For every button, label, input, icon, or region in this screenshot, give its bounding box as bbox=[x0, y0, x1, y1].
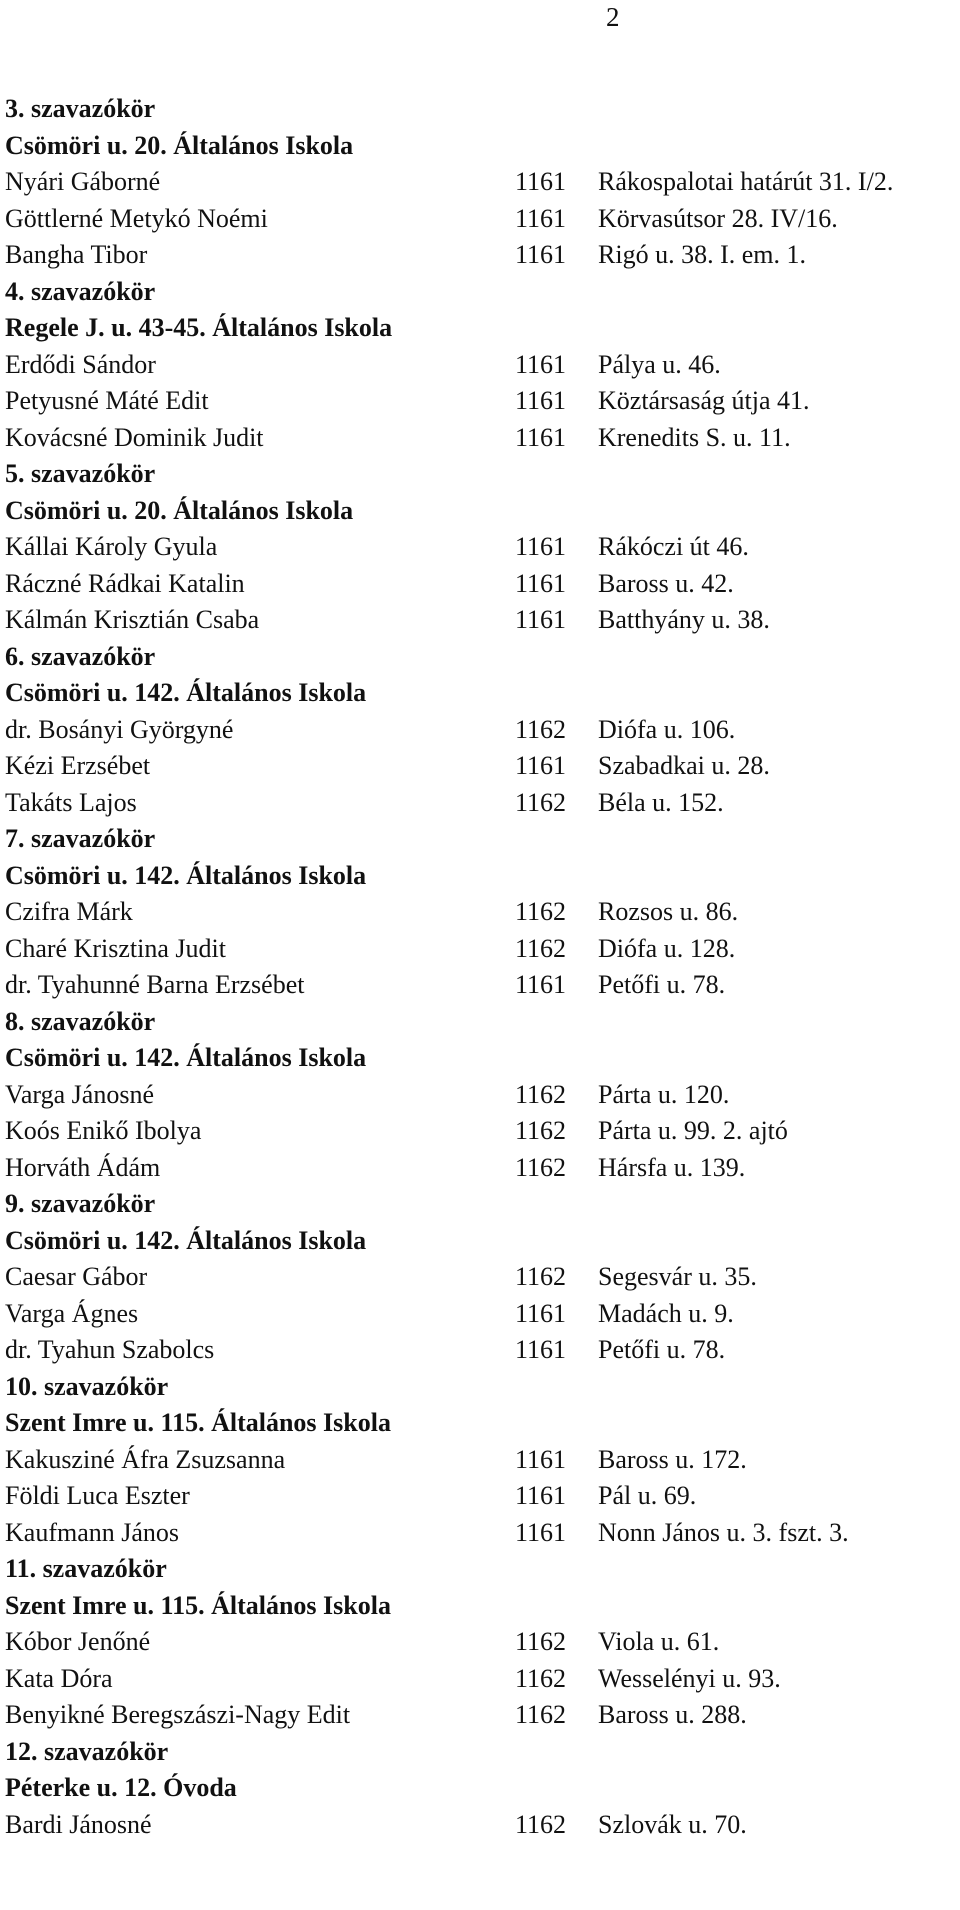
member-zip: 1161 bbox=[515, 1517, 567, 1547]
member-name: Kakusziné Áfra Zsuzsanna bbox=[5, 1444, 286, 1474]
member-zip: 1161 bbox=[515, 240, 567, 269]
district-block bbox=[0, 1186, 960, 1369]
member-zip: 1161 bbox=[515, 1444, 567, 1474]
member-zip: 1161 bbox=[515, 970, 567, 999]
member-zip: 1161 bbox=[515, 532, 567, 561]
member-row bbox=[0, 1515, 960, 1552]
member-row bbox=[0, 748, 960, 785]
member-zip: 1162 bbox=[515, 1116, 567, 1145]
member-name: Kata Dóra bbox=[5, 1663, 113, 1693]
member-address: Párta u. 99. 2. ajtó bbox=[598, 1116, 788, 1145]
member-name: Varga Ágnes bbox=[5, 1298, 139, 1328]
member-name: Kóbor Jenőné bbox=[5, 1627, 151, 1656]
district-location: Regele J. u. 43-45. Általános Iskola bbox=[5, 313, 393, 342]
member-row bbox=[0, 566, 960, 603]
member-address: Nonn János u. 3. fszt. 3. bbox=[598, 1517, 849, 1547]
member-name: Bangha Tibor bbox=[5, 240, 148, 269]
member-row bbox=[0, 967, 960, 1004]
member-zip: 1161 bbox=[515, 167, 567, 196]
member-name: Varga Jánosné bbox=[5, 1079, 154, 1109]
member-address: Baross u. 42. bbox=[598, 568, 734, 598]
member-zip: 1161 bbox=[515, 1481, 567, 1510]
member-row bbox=[0, 1807, 960, 1844]
member-zip: 1161 bbox=[515, 349, 567, 379]
member-name: Kállai Károly Gyula bbox=[5, 532, 218, 561]
member-address: Baross u. 172. bbox=[598, 1444, 747, 1474]
district-title: 9. szavazókör bbox=[5, 1189, 156, 1218]
district-title: 12. szavazókör bbox=[5, 1736, 169, 1766]
member-name: Koós Enikő Ibolya bbox=[5, 1116, 202, 1145]
member-name: dr. Bosányi Györgyné bbox=[5, 714, 234, 744]
member-address: Hársfa u. 139. bbox=[598, 1152, 746, 1182]
member-zip: 1161 bbox=[515, 422, 567, 452]
member-row bbox=[0, 712, 960, 749]
member-address: Pálya u. 46. bbox=[598, 349, 721, 379]
member-row bbox=[0, 894, 960, 931]
member-row bbox=[0, 1296, 960, 1333]
district-title: 10. szavazókör bbox=[5, 1371, 169, 1401]
district-block bbox=[0, 274, 960, 457]
district-block bbox=[0, 91, 960, 274]
member-address: Baross u. 288. bbox=[598, 1700, 747, 1729]
member-zip: 1162 bbox=[515, 1152, 567, 1182]
member-zip: 1161 bbox=[515, 751, 567, 780]
member-address: Madách u. 9. bbox=[598, 1298, 734, 1328]
member-address: Krenedits S. u. 11. bbox=[598, 422, 791, 452]
member-name: Földi Luca Eszter bbox=[5, 1481, 190, 1510]
member-row bbox=[0, 347, 960, 384]
member-row bbox=[0, 785, 960, 822]
member-row bbox=[0, 1259, 960, 1296]
member-zip: 1162 bbox=[515, 787, 567, 817]
member-row bbox=[0, 1332, 960, 1369]
member-row bbox=[0, 1150, 960, 1187]
member-address: Petőfi u. 78. bbox=[598, 970, 726, 999]
member-zip: 1161 bbox=[515, 1335, 567, 1364]
member-name: Ráczné Rádkai Katalin bbox=[5, 568, 245, 598]
member-name: Kaufmann János bbox=[5, 1517, 180, 1547]
district-location: Csömöri u. 142. Általános Iskola bbox=[5, 678, 367, 707]
member-name: Kovácsné Dominik Judit bbox=[5, 422, 264, 452]
member-row bbox=[0, 164, 960, 201]
member-zip: 1161 bbox=[515, 1298, 567, 1328]
member-zip: 1162 bbox=[515, 1262, 567, 1291]
member-address: Béla u. 152. bbox=[598, 787, 724, 817]
district-block bbox=[0, 821, 960, 1004]
member-address: Körvasútsor 28. IV/16. bbox=[598, 203, 838, 233]
district-title: 3. szavazókör bbox=[5, 94, 156, 123]
member-row bbox=[0, 1442, 960, 1479]
member-name: Erdődi Sándor bbox=[5, 349, 156, 379]
member-address: Petőfi u. 78. bbox=[598, 1335, 726, 1364]
member-zip: 1162 bbox=[515, 933, 567, 963]
member-row bbox=[0, 1661, 960, 1698]
member-zip: 1161 bbox=[515, 203, 567, 233]
page-number: 2 bbox=[606, 2, 620, 32]
member-zip: 1161 bbox=[515, 568, 567, 598]
member-row bbox=[0, 529, 960, 566]
member-zip: 1162 bbox=[515, 897, 567, 926]
district-title: 6. szavazókör bbox=[5, 641, 156, 671]
district-location: Péterke u. 12. Óvoda bbox=[5, 1773, 237, 1802]
member-name: Czifra Márk bbox=[5, 897, 133, 926]
member-address: Rákóczi út 46. bbox=[598, 532, 749, 561]
member-name: Kézi Erzsébet bbox=[5, 751, 151, 780]
member-row bbox=[0, 1624, 960, 1661]
member-row bbox=[0, 602, 960, 639]
member-name: Petyusné Máté Edit bbox=[5, 386, 209, 415]
member-address: Párta u. 120. bbox=[598, 1079, 730, 1109]
member-zip: 1162 bbox=[515, 1809, 567, 1839]
member-zip: 1162 bbox=[515, 1627, 567, 1656]
district-location: Csömöri u. 142. Általános Iskola bbox=[5, 860, 367, 890]
member-address: Batthyány u. 38. bbox=[598, 605, 770, 634]
member-row bbox=[0, 1478, 960, 1515]
member-name: Bardi Jánosné bbox=[5, 1809, 152, 1839]
member-name: Nyári Gáborné bbox=[5, 167, 161, 196]
district-title: 11. szavazókör bbox=[5, 1554, 167, 1583]
district-title: 7. szavazókör bbox=[5, 824, 156, 853]
member-row bbox=[0, 1113, 960, 1150]
member-address: Segesvár u. 35. bbox=[598, 1262, 757, 1291]
member-row bbox=[0, 1697, 960, 1734]
member-address: Szlovák u. 70. bbox=[598, 1809, 747, 1839]
member-name: Benyikné Beregszászi-Nagy Edit bbox=[5, 1700, 351, 1729]
district-title: 5. szavazókör bbox=[5, 459, 156, 488]
member-zip: 1162 bbox=[515, 714, 567, 744]
member-name: Caesar Gábor bbox=[5, 1262, 148, 1291]
member-zip: 1161 bbox=[515, 605, 567, 634]
district-list bbox=[0, 91, 960, 1843]
member-row bbox=[0, 1077, 960, 1114]
district-block bbox=[0, 1551, 960, 1734]
member-address: Rigó u. 38. I. em. 1. bbox=[598, 240, 806, 269]
member-name: Horváth Ádám bbox=[5, 1152, 161, 1182]
member-address: Szabadkai u. 28. bbox=[598, 751, 770, 780]
member-name: Charé Krisztina Judit bbox=[5, 933, 226, 963]
district-title: 8. szavazókör bbox=[5, 1006, 156, 1036]
member-name: dr. Tyahun Szabolcs bbox=[5, 1335, 215, 1364]
member-address: Köztársaság útja 41. bbox=[598, 386, 810, 415]
member-address: Viola u. 61. bbox=[598, 1627, 720, 1656]
member-address: Rákospalotai határút 31. I/2. bbox=[598, 167, 894, 196]
member-zip: 1162 bbox=[515, 1700, 567, 1729]
member-row bbox=[0, 237, 960, 274]
member-address: Diófa u. 128. bbox=[598, 933, 736, 963]
member-zip: 1161 bbox=[515, 386, 567, 415]
district-location: Csömöri u. 20. Általános Iskola bbox=[5, 495, 354, 525]
district-block bbox=[0, 639, 960, 822]
member-name: Göttlerné Metykó Noémi bbox=[5, 203, 268, 233]
member-row bbox=[0, 383, 960, 420]
member-row bbox=[0, 420, 960, 457]
member-name: Takáts Lajos bbox=[5, 787, 137, 817]
district-location: Szent Imre u. 115. Általános Iskola bbox=[5, 1590, 391, 1620]
district-location: Szent Imre u. 115. Általános Iskola bbox=[5, 1408, 391, 1437]
district-block bbox=[0, 1369, 960, 1552]
member-address: Pál u. 69. bbox=[598, 1481, 697, 1510]
district-location: Csömöri u. 142. Általános Iskola bbox=[5, 1043, 367, 1072]
member-row bbox=[0, 931, 960, 968]
district-location: Csömöri u. 142. Általános Iskola bbox=[5, 1225, 367, 1255]
member-address: Diófa u. 106. bbox=[598, 714, 736, 744]
member-zip: 1162 bbox=[515, 1663, 567, 1693]
member-address: Wesselényi u. 93. bbox=[598, 1663, 781, 1693]
district-title: 4. szavazókör bbox=[5, 276, 156, 306]
district-location: Csömöri u. 20. Általános Iskola bbox=[5, 130, 354, 160]
district-block bbox=[0, 1734, 960, 1844]
district-block bbox=[0, 456, 960, 639]
member-name: dr. Tyahunné Barna Erzsébet bbox=[5, 970, 305, 999]
member-row bbox=[0, 201, 960, 238]
member-zip: 1162 bbox=[515, 1079, 567, 1109]
district-block bbox=[0, 1004, 960, 1187]
member-name: Kálmán Krisztián Csaba bbox=[5, 605, 260, 634]
member-address: Rozsos u. 86. bbox=[598, 897, 739, 926]
